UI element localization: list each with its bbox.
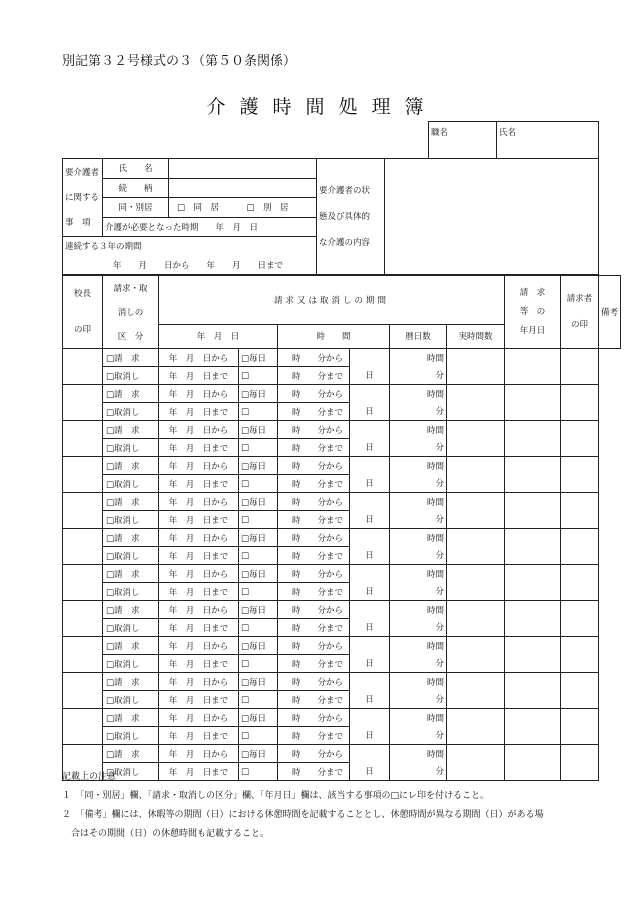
principal-seal-cell[interactable] <box>63 673 103 709</box>
calendar-days-cell[interactable] <box>350 529 390 565</box>
minutes-unit: 分 <box>390 619 447 637</box>
request-date-line: 等 の <box>519 306 546 317</box>
remarks-cell[interactable] <box>561 673 599 709</box>
calendar-days-cell[interactable] <box>350 565 390 601</box>
principal-seal-cell[interactable] <box>63 421 103 457</box>
table-row <box>63 745 621 763</box>
cancel-checkbox[interactable]: □取消し <box>103 619 159 637</box>
requester-seal-cell[interactable] <box>505 709 561 745</box>
date-to[interactable]: 年 月 日まで <box>159 511 239 529</box>
cancel-checkbox[interactable]: □取消し <box>103 367 159 385</box>
day-unit: 日 <box>365 587 374 597</box>
requester-seal-cell[interactable] <box>505 673 561 709</box>
day-checkbox[interactable]: □ <box>239 727 278 745</box>
request-checkbox[interactable]: □請 求 <box>103 709 159 727</box>
time-from[interactable]: 時 分から <box>278 457 350 475</box>
table-row <box>63 637 621 655</box>
daily-checkbox[interactable]: □毎日 <box>239 745 278 763</box>
minutes-unit: 分 <box>390 655 447 673</box>
relation-label: 続 柄 <box>103 178 169 198</box>
side-label-line: 要介護者 <box>65 168 100 178</box>
time-to[interactable]: 時 分まで <box>278 763 350 781</box>
requester-seal-cell[interactable] <box>505 385 561 421</box>
principal-seal-cell[interactable] <box>63 637 103 673</box>
request-checkbox[interactable]: □請 求 <box>103 493 159 511</box>
table-row <box>63 673 621 691</box>
minutes-unit: 分 <box>390 439 447 457</box>
day-unit: 日 <box>365 623 374 633</box>
request-checkbox[interactable]: □請 求 <box>103 529 159 547</box>
day-unit: 日 <box>365 659 374 669</box>
calendar-days-header: 暦日数 <box>390 324 447 348</box>
date-to[interactable]: 年 月 日まで <box>159 763 239 781</box>
day-checkbox[interactable]: □ <box>239 403 278 421</box>
remarks-cell[interactable] <box>561 421 599 457</box>
day-checkbox[interactable]: □ <box>239 583 278 601</box>
recipient-name-field[interactable] <box>169 159 317 179</box>
principal-seal-cell[interactable] <box>63 601 103 637</box>
principal-seal-cell[interactable] <box>63 385 103 421</box>
day-checkbox[interactable]: □ <box>239 547 278 565</box>
table-row <box>63 421 621 439</box>
time-header: 時 間 <box>278 324 390 348</box>
request-checkbox[interactable]: □請 求 <box>103 565 159 583</box>
hours-unit: 時間 <box>390 673 447 691</box>
day-checkbox[interactable]: □ <box>239 475 278 493</box>
principal-seal-cell[interactable] <box>63 457 103 493</box>
requester-seal-cell[interactable] <box>505 565 561 601</box>
time-to[interactable]: 時 分まで <box>278 583 350 601</box>
principal-seal-cell[interactable] <box>63 529 103 565</box>
minutes-unit: 分 <box>390 763 447 781</box>
minutes-unit: 分 <box>390 583 447 601</box>
daily-checkbox[interactable]: □毎日 <box>239 457 278 475</box>
requester-seal-line: の印 <box>570 320 588 330</box>
minutes-unit: 分 <box>390 547 447 565</box>
time-from[interactable]: 時 分から <box>278 745 350 763</box>
day-unit: 日 <box>365 371 374 381</box>
date-to[interactable]: 年 月 日まで <box>159 367 239 385</box>
time-to[interactable]: 時 分まで <box>278 511 350 529</box>
hours-unit: 時間 <box>390 601 447 619</box>
time-from[interactable]: 時 分から <box>278 493 350 511</box>
side-label-line: に関する <box>65 193 100 203</box>
request-table <box>62 275 621 781</box>
daily-checkbox[interactable]: □毎日 <box>239 349 278 367</box>
time-to[interactable]: 時 分まで <box>278 619 350 637</box>
request-date-cell[interactable] <box>447 457 505 493</box>
day-checkbox[interactable]: □ <box>239 511 278 529</box>
hours-unit: 時間 <box>390 529 447 547</box>
cancel-checkbox[interactable]: □取消し <box>103 547 159 565</box>
daily-checkbox[interactable]: □毎日 <box>239 385 278 403</box>
time-to[interactable]: 時 分まで <box>278 475 350 493</box>
condition-label-line: 態及び具体的 <box>319 211 371 222</box>
day-unit: 日 <box>365 479 374 489</box>
date-from[interactable]: 年 月 日から <box>159 529 239 547</box>
recipient-name-label: 氏 名 <box>103 159 169 179</box>
hours-unit: 時間 <box>390 637 447 655</box>
remarks-header: 備考 <box>599 276 621 349</box>
minutes-unit: 分 <box>390 367 447 385</box>
time-from[interactable]: 時 分から <box>278 709 350 727</box>
side-label-line: 事 項 <box>65 218 91 228</box>
day-checkbox[interactable]: □ <box>239 763 278 781</box>
hours-unit: 時間 <box>390 349 447 367</box>
requester-seal-cell[interactable] <box>505 529 561 565</box>
date-to[interactable]: 年 月 日まで <box>159 439 239 457</box>
remarks-cell[interactable] <box>561 385 599 421</box>
note-item: 合はその期間（日）の休憩時間も記載すること。 <box>62 829 270 839</box>
period-label: 連続する３年の期間 <box>63 237 317 256</box>
request-date-cell[interactable] <box>447 565 505 601</box>
table-row <box>63 349 621 367</box>
time-from[interactable]: 時 分から <box>278 565 350 583</box>
time-from[interactable]: 時 分から <box>278 601 350 619</box>
requester-seal-cell[interactable] <box>505 457 561 493</box>
remarks-cell[interactable] <box>561 529 599 565</box>
day-unit: 日 <box>365 407 374 417</box>
cancel-checkbox[interactable]: □取消し <box>103 403 159 421</box>
date-from[interactable]: 年 月 日から <box>159 745 239 763</box>
day-checkbox[interactable]: □ <box>239 691 278 709</box>
minutes-unit: 分 <box>390 475 447 493</box>
condition-label-line: 要介護者の状 <box>319 185 371 196</box>
daily-checkbox[interactable]: □毎日 <box>239 421 278 439</box>
principal-seal-line: 校長 <box>73 289 91 299</box>
minutes-unit: 分 <box>390 403 447 421</box>
calendar-days-cell[interactable] <box>350 709 390 745</box>
principal-seal-cell[interactable] <box>63 493 103 529</box>
calendar-days-cell[interactable] <box>350 421 390 457</box>
relation-field[interactable] <box>169 178 317 198</box>
time-from[interactable]: 時 分から <box>278 637 350 655</box>
time-from[interactable]: 時 分から <box>278 529 350 547</box>
employee-id-box <box>428 121 599 159</box>
request-checkbox[interactable]: □請 求 <box>103 349 159 367</box>
remarks-cell[interactable] <box>561 601 599 637</box>
date-to[interactable]: 年 月 日まで <box>159 547 239 565</box>
daily-checkbox[interactable]: □毎日 <box>239 529 278 547</box>
requester-seal-cell[interactable] <box>505 637 561 673</box>
form-id: 別記第３２号様式の３（第５０条関係） <box>62 54 297 69</box>
note-item: １ 「同・別居」欄、「請求・取消しの区分」欄、「年月日」欄は、該当する事項の□にレ印を付けること。 <box>62 791 490 801</box>
table-row <box>63 529 621 547</box>
notes-heading: 記載上の注意 <box>62 772 117 782</box>
time-from[interactable]: 時 分から <box>278 673 350 691</box>
daily-checkbox[interactable]: □毎日 <box>239 601 278 619</box>
request-date-cell[interactable] <box>447 529 505 565</box>
date-from[interactable]: 年 月 日から <box>159 349 239 367</box>
cohabit-label: 同・別居 <box>103 198 169 218</box>
day-checkbox[interactable]: □ <box>239 367 278 385</box>
calendar-days-cell[interactable] <box>350 493 390 529</box>
cohabit-same-checkbox[interactable]: □ 同 居 <box>177 203 220 214</box>
requester-seal-cell[interactable] <box>505 601 561 637</box>
notes <box>62 768 544 844</box>
time-to[interactable]: 時 分まで <box>278 367 350 385</box>
hours-unit: 時間 <box>390 745 447 763</box>
requester-seal-cell[interactable] <box>505 493 561 529</box>
day-unit: 日 <box>365 731 374 741</box>
principal-seal-cell[interactable] <box>63 565 103 601</box>
date-to[interactable]: 年 月 日まで <box>159 691 239 709</box>
daily-checkbox[interactable]: □毎日 <box>239 565 278 583</box>
day-checkbox[interactable]: □ <box>239 655 278 673</box>
table-row <box>63 457 621 475</box>
cancel-checkbox[interactable]: □取消し <box>103 583 159 601</box>
classification-header: 請求・取 <box>103 276 159 300</box>
table-row <box>63 565 621 583</box>
principal-seal-cell[interactable] <box>63 709 103 745</box>
date-from[interactable]: 年 月 日から <box>159 421 239 439</box>
calendar-days-cell[interactable] <box>350 601 390 637</box>
classification-header: 消しの <box>103 300 159 324</box>
daily-checkbox[interactable]: □毎日 <box>239 493 278 511</box>
hours-unit: 時間 <box>390 421 447 439</box>
hours-unit: 時間 <box>390 457 447 475</box>
principal-seal-header <box>63 276 103 349</box>
remarks-cell[interactable] <box>561 565 599 601</box>
date-to[interactable]: 年 月 日まで <box>159 727 239 745</box>
time-from[interactable]: 時 分から <box>278 421 350 439</box>
request-checkbox[interactable]: □請 求 <box>103 673 159 691</box>
need-time-field[interactable]: 介護が必要となった時期 年 月 日 <box>103 217 317 237</box>
hours-unit: 時間 <box>390 493 447 511</box>
date-from[interactable]: 年 月 日から <box>159 601 239 619</box>
day-unit: 日 <box>365 767 374 777</box>
day-checkbox[interactable]: □ <box>239 439 278 457</box>
request-checkbox[interactable]: □請 求 <box>103 601 159 619</box>
condition-label <box>317 159 385 275</box>
request-date-cell[interactable] <box>447 385 505 421</box>
time-to[interactable]: 時 分まで <box>278 727 350 745</box>
remarks-cell[interactable] <box>561 745 599 781</box>
cancel-checkbox[interactable]: □取消し <box>103 727 159 745</box>
time-to[interactable]: 時 分まで <box>278 547 350 565</box>
request-checkbox[interactable]: □請 求 <box>103 421 159 439</box>
daily-checkbox[interactable]: □毎日 <box>239 709 278 727</box>
minutes-unit: 分 <box>390 511 447 529</box>
remarks-cell[interactable] <box>561 709 599 745</box>
minutes-unit: 分 <box>390 727 447 745</box>
time-to[interactable]: 時 分まで <box>278 439 350 457</box>
remarks-cell[interactable] <box>561 349 599 385</box>
request-checkbox[interactable]: □請 求 <box>103 745 159 763</box>
hours-unit: 時間 <box>390 565 447 583</box>
time-to[interactable]: 時 分まで <box>278 655 350 673</box>
care-recipient-section <box>62 158 599 275</box>
time-to[interactable]: 時 分まで <box>278 691 350 709</box>
remarks-cell[interactable] <box>561 457 599 493</box>
cancel-checkbox[interactable]: □取消し <box>103 439 159 457</box>
date-to[interactable]: 年 月 日まで <box>159 583 239 601</box>
period-field[interactable]: 年 月 日から 年 月 日まで <box>63 256 317 275</box>
cancel-checkbox[interactable]: □取消し <box>103 475 159 493</box>
classification-header: 区 分 <box>103 324 159 348</box>
remarks-cell[interactable] <box>561 637 599 673</box>
cancel-checkbox[interactable]: □取消し <box>103 655 159 673</box>
remarks-cell[interactable] <box>561 493 599 529</box>
time-from[interactable]: 時 分から <box>278 349 350 367</box>
day-unit: 日 <box>365 551 374 561</box>
request-date-line: 請 求 <box>519 287 546 298</box>
requester-seal-header <box>561 276 599 349</box>
request-date-cell[interactable] <box>447 673 505 709</box>
condition-label-line: な介護の内容 <box>319 237 371 248</box>
date-header: 年 月 日 <box>159 324 278 348</box>
position-field[interactable]: 職名 <box>429 122 497 159</box>
day-unit: 日 <box>365 443 374 453</box>
date-from[interactable]: 年 月 日から <box>159 565 239 583</box>
daily-checkbox[interactable]: □毎日 <box>239 637 278 655</box>
table-row <box>63 385 621 403</box>
requester-seal-cell[interactable] <box>505 349 561 385</box>
request-date-cell[interactable] <box>447 421 505 457</box>
date-from[interactable]: 年 月 日から <box>159 637 239 655</box>
requester-seal-line: 請求者 <box>566 294 593 304</box>
request-date-line: 年月日 <box>519 325 546 336</box>
request-date-cell[interactable] <box>447 349 505 385</box>
cohabit-options <box>169 198 317 218</box>
date-from[interactable]: 年 月 日から <box>159 493 239 511</box>
day-checkbox[interactable]: □ <box>239 619 278 637</box>
request-date-cell[interactable] <box>447 637 505 673</box>
table-row <box>63 493 621 511</box>
period-header: 請求又は取消しの期間 <box>159 276 505 325</box>
requester-seal-cell[interactable] <box>505 421 561 457</box>
request-checkbox[interactable]: □請 求 <box>103 385 159 403</box>
hours-unit: 時間 <box>390 709 447 727</box>
request-date-cell[interactable] <box>447 601 505 637</box>
cancel-checkbox[interactable]: □取消し <box>103 763 159 781</box>
date-from[interactable]: 年 月 日から <box>159 385 239 403</box>
cancel-checkbox[interactable]: □取消し <box>103 511 159 529</box>
hours-unit: 時間 <box>390 385 447 403</box>
calendar-days-cell[interactable] <box>350 385 390 421</box>
minutes-unit: 分 <box>390 691 447 709</box>
request-date-header <box>505 276 561 349</box>
day-unit: 日 <box>365 695 374 705</box>
day-unit: 日 <box>365 515 374 525</box>
page-title: 介護時間処理簿 <box>206 96 438 118</box>
condition-field[interactable] <box>385 159 599 275</box>
calendar-days-cell[interactable] <box>350 673 390 709</box>
date-from[interactable]: 年 月 日から <box>159 709 239 727</box>
name-field[interactable]: 氏名 <box>497 122 599 159</box>
table-row <box>63 709 621 727</box>
principal-seal-line: の印 <box>73 325 91 335</box>
time-to[interactable]: 時 分まで <box>278 403 350 421</box>
calendar-days-cell[interactable] <box>350 349 390 385</box>
request-date-cell[interactable] <box>447 493 505 529</box>
cancel-checkbox[interactable]: □取消し <box>103 691 159 709</box>
request-date-cell[interactable] <box>447 709 505 745</box>
date-to[interactable]: 年 月 日まで <box>159 475 239 493</box>
calendar-days-cell[interactable] <box>350 457 390 493</box>
time-from[interactable]: 時 分から <box>278 385 350 403</box>
note-item: ２ 「備考」欄には、休暇等の期間（日）における休憩時間を記載することとし、休憩時間が異なる期間（日）がある場 <box>62 810 544 820</box>
recipient-side-label <box>63 159 103 237</box>
date-from[interactable]: 年 月 日から <box>159 457 239 475</box>
date-to[interactable]: 年 月 日まで <box>159 403 239 421</box>
table-row <box>63 601 621 619</box>
principal-seal-cell[interactable] <box>63 349 103 385</box>
daily-checkbox[interactable]: □毎日 <box>239 673 278 691</box>
request-checkbox[interactable]: □請 求 <box>103 637 159 655</box>
date-to[interactable]: 年 月 日まで <box>159 619 239 637</box>
request-checkbox[interactable]: □請 求 <box>103 457 159 475</box>
calendar-days-cell[interactable] <box>350 637 390 673</box>
cohabit-separate-checkbox[interactable]: □ 別 居 <box>246 203 289 214</box>
date-to[interactable]: 年 月 日まで <box>159 655 239 673</box>
date-from[interactable]: 年 月 日から <box>159 673 239 691</box>
actual-hours-header: 実時間数 <box>447 324 505 348</box>
